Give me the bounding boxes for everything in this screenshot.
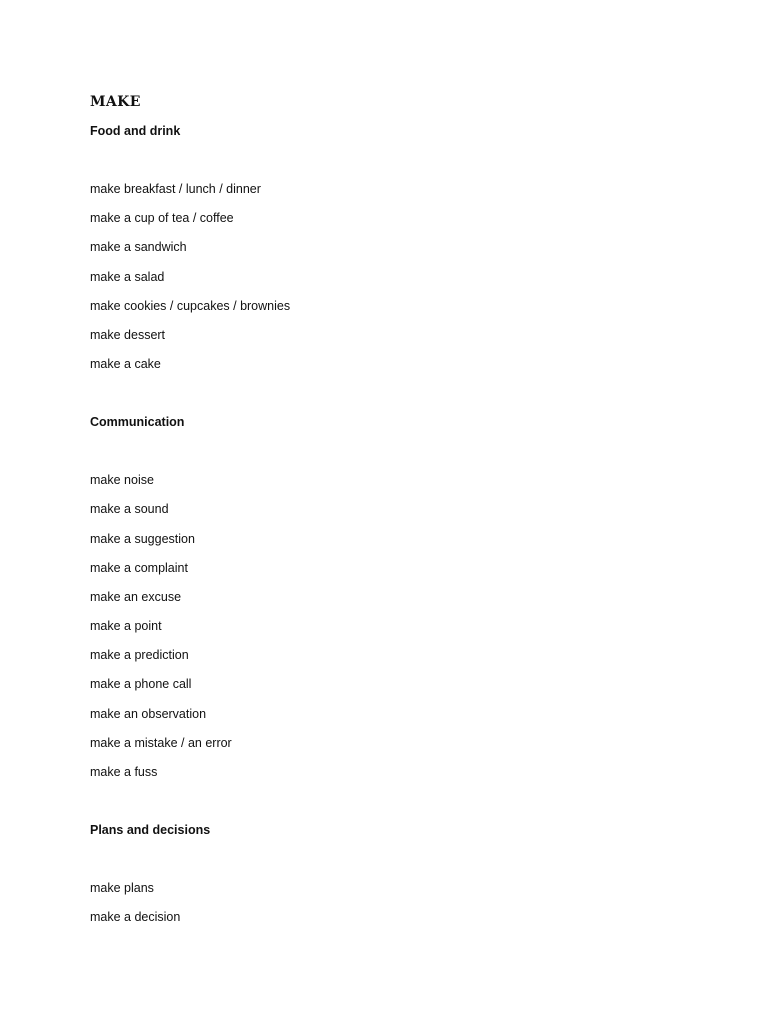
list-item: make a cup of tea / coffee <box>90 211 234 226</box>
collocation-list <box>90 878 690 927</box>
list-item: make dessert <box>90 327 166 342</box>
list-item: make a salad <box>90 269 165 284</box>
list-item: make a sandwich <box>90 240 187 255</box>
section-food-and-drink <box>90 121 690 374</box>
list-item: make an excuse <box>90 589 182 604</box>
section-heading: Plans and decisions <box>90 823 211 837</box>
list-item: make breakfast / lunch / dinner <box>90 182 261 196</box>
list-item: make a prediction <box>90 648 189 663</box>
collocation-list <box>90 470 690 782</box>
list-item: make a phone call <box>90 677 192 692</box>
document-body <box>90 92 690 927</box>
list-item: make cookies / cupcakes / brownies <box>90 298 291 313</box>
section-heading: Food and drink <box>90 124 181 138</box>
list-item: make a suggestion <box>90 531 195 546</box>
list-item: make plans <box>90 881 154 895</box>
list-item: make a point <box>90 619 162 634</box>
list-item: make noise <box>90 473 154 488</box>
section-plans-and-decisions <box>90 820 690 927</box>
document-title: MAKE <box>90 94 141 110</box>
list-item: make a decision <box>90 910 181 925</box>
section-heading: Communication <box>90 415 185 430</box>
list-item: make a complaint <box>90 560 188 575</box>
list-item: make a mistake / an error <box>90 735 232 750</box>
list-item: make a cake <box>90 357 161 372</box>
collocation-list <box>90 179 690 374</box>
list-item: make a fuss <box>90 765 158 779</box>
list-item: make a sound <box>90 502 169 517</box>
section-communication <box>90 412 690 782</box>
list-item: make an observation <box>90 706 207 721</box>
